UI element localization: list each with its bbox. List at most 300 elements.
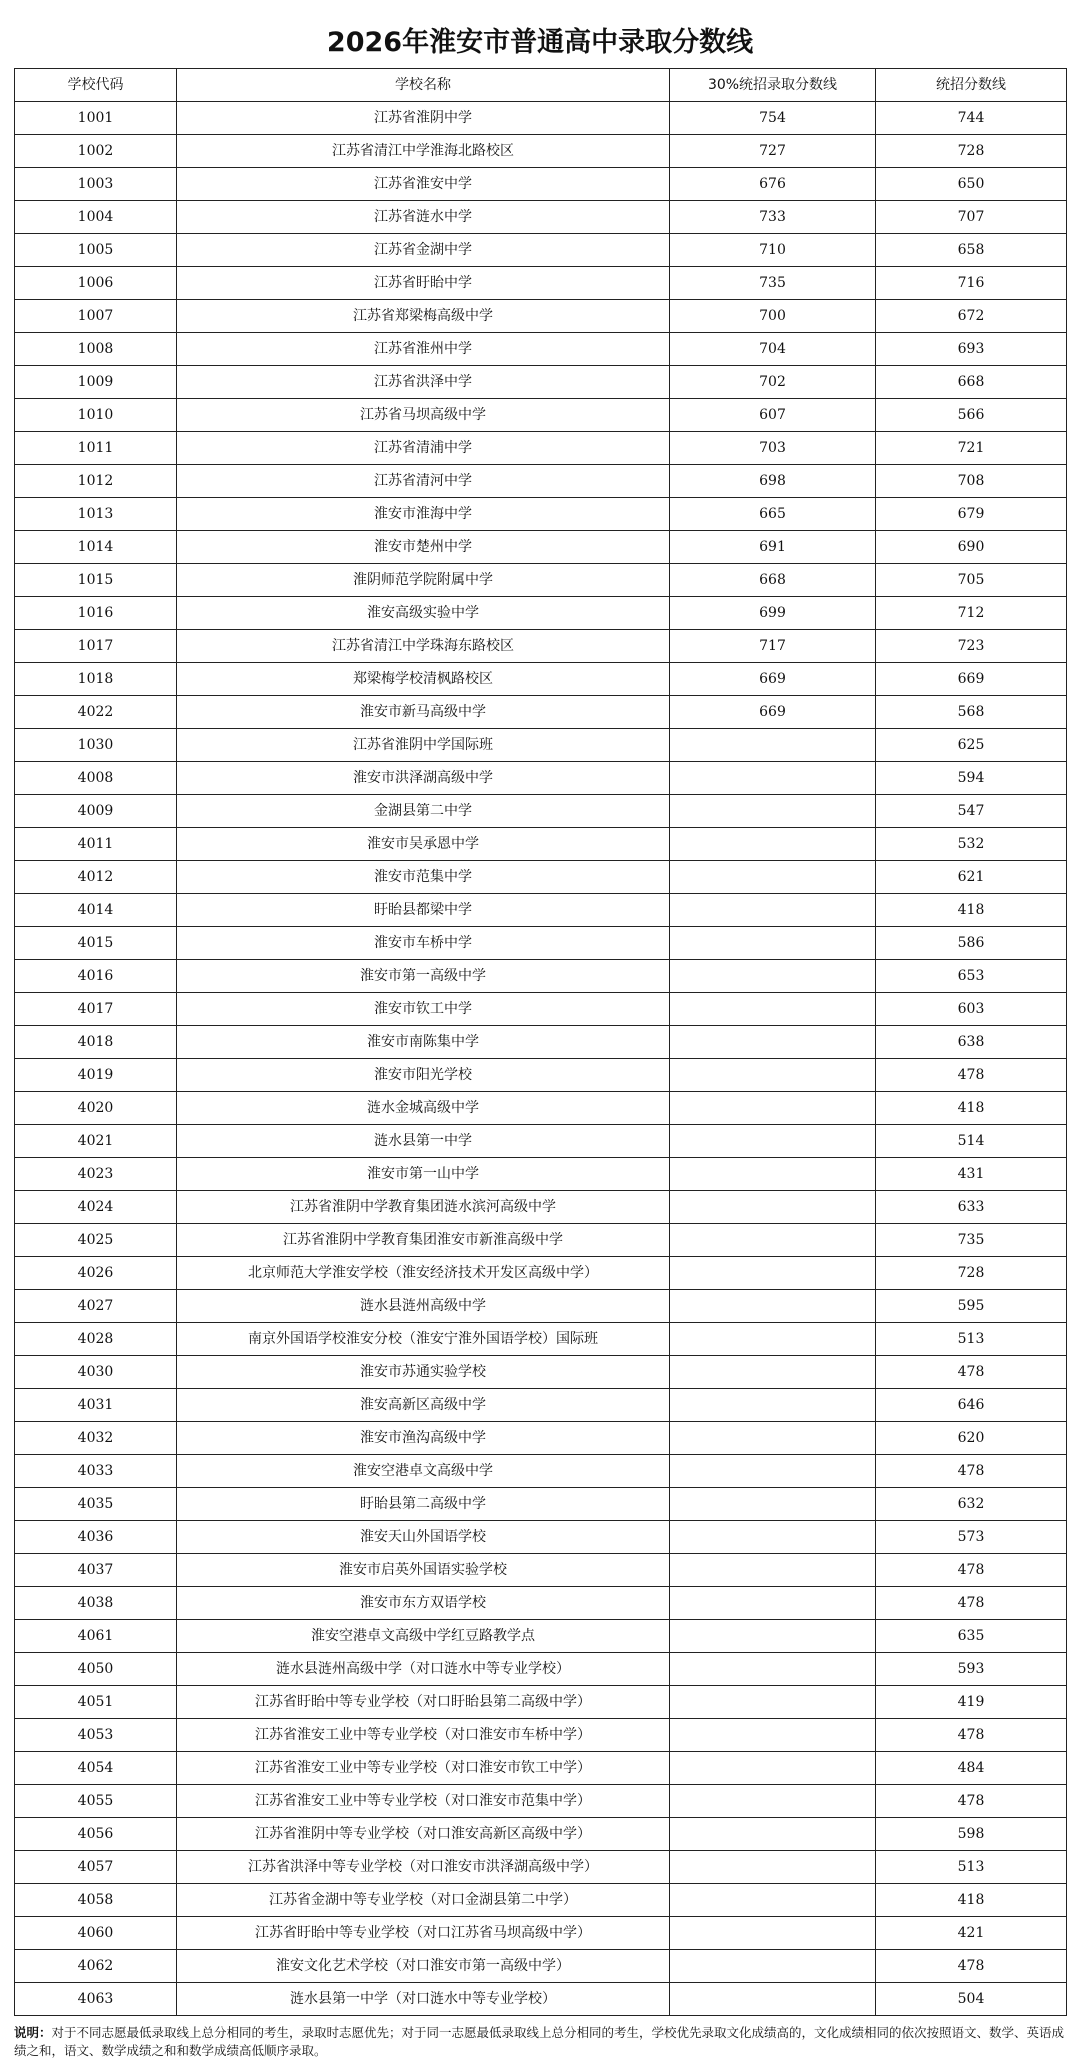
score-30pct-cell: [670, 1719, 876, 1752]
school-name-cell: 淮安文化艺术学校（对口淮安市第一高级中学）: [177, 1950, 670, 1983]
school-code-cell: 1005: [15, 234, 177, 267]
score-table: [14, 68, 1067, 2016]
table-row: [15, 927, 1067, 960]
school-code-cell: 4015: [15, 927, 177, 960]
score-general-cell: 646: [876, 1389, 1067, 1422]
school-code-cell: 4028: [15, 1323, 177, 1356]
table-row: [15, 432, 1067, 465]
school-code-cell: 4014: [15, 894, 177, 927]
table-row: [15, 894, 1067, 927]
school-code-cell: 4050: [15, 1653, 177, 1686]
school-code-cell: 4063: [15, 1983, 177, 2016]
score-general-cell: 721: [876, 432, 1067, 465]
table-row: [15, 168, 1067, 201]
score-general-cell: 653: [876, 960, 1067, 993]
score-general-cell: 693: [876, 333, 1067, 366]
table-row: [15, 1554, 1067, 1587]
score-30pct-cell: [670, 762, 876, 795]
school-code-cell: 1010: [15, 399, 177, 432]
school-name-cell: 江苏省金湖中学: [177, 234, 670, 267]
table-row: [15, 234, 1067, 267]
score-30pct-cell: [670, 1818, 876, 1851]
school-name-cell: 涟水金城高级中学: [177, 1092, 670, 1125]
score-30pct-cell: [670, 1554, 876, 1587]
score-general-cell: 705: [876, 564, 1067, 597]
school-name-cell: 江苏省清河中学: [177, 465, 670, 498]
school-code-cell: 1001: [15, 102, 177, 135]
school-code-cell: 4031: [15, 1389, 177, 1422]
table-row: [15, 1719, 1067, 1752]
score-30pct-cell: [670, 1950, 876, 1983]
score-general-cell: 547: [876, 795, 1067, 828]
score-general-cell: 431: [876, 1158, 1067, 1191]
school-code-cell: 4024: [15, 1191, 177, 1224]
school-code-cell: 1004: [15, 201, 177, 234]
score-30pct-cell: [670, 1521, 876, 1554]
score-30pct-cell: 669: [670, 663, 876, 696]
table-row: [15, 135, 1067, 168]
score-30pct-cell: [670, 1653, 876, 1686]
table-row: [15, 1884, 1067, 1917]
school-name-cell: 江苏省盱眙中等专业学校（对口盱眙县第二高级中学）: [177, 1686, 670, 1719]
school-name-cell: 江苏省涟水中学: [177, 201, 670, 234]
table-row: [15, 696, 1067, 729]
school-code-cell: 1014: [15, 531, 177, 564]
score-general-cell: 603: [876, 993, 1067, 1026]
table-row: [15, 1983, 1067, 2016]
score-30pct-cell: [670, 927, 876, 960]
table-row: [15, 1224, 1067, 1257]
school-name-cell: 淮安市吴承恩中学: [177, 828, 670, 861]
score-30pct-cell: [670, 1059, 876, 1092]
table-row: [15, 564, 1067, 597]
score-30pct-cell: [670, 1752, 876, 1785]
table-row: [15, 1653, 1067, 1686]
table-row: [15, 861, 1067, 894]
table-row: [15, 1752, 1067, 1785]
school-name-cell: 江苏省淮阴中学教育集团涟水滨河高级中学: [177, 1191, 670, 1224]
table-row: [15, 1125, 1067, 1158]
score-general-cell: 650: [876, 168, 1067, 201]
school-code-cell: 1006: [15, 267, 177, 300]
school-name-cell: 江苏省清江中学珠海东路校区: [177, 630, 670, 663]
score-30pct-cell: [670, 1983, 876, 2016]
score-30pct-cell: 698: [670, 465, 876, 498]
score-30pct-cell: 668: [670, 564, 876, 597]
school-name-cell: 江苏省淮阴中等专业学校（对口淮安高新区高级中学）: [177, 1818, 670, 1851]
school-code-cell: 4036: [15, 1521, 177, 1554]
table-row: [15, 1257, 1067, 1290]
score-general-cell: 568: [876, 696, 1067, 729]
school-code-cell: 1018: [15, 663, 177, 696]
table-row: [15, 1488, 1067, 1521]
table-row: [15, 1158, 1067, 1191]
score-general-cell: 735: [876, 1224, 1067, 1257]
school-code-cell: 1030: [15, 729, 177, 762]
score-general-cell: 621: [876, 861, 1067, 894]
school-name-cell: 江苏省清浦中学: [177, 432, 670, 465]
school-name-cell: 淮安市南陈集中学: [177, 1026, 670, 1059]
score-general-cell: 566: [876, 399, 1067, 432]
school-name-cell: 淮安市楚州中学: [177, 531, 670, 564]
school-name-cell: 江苏省盱眙中等专业学校（对口江苏省马坝高级中学）: [177, 1917, 670, 1950]
table-row: [15, 1785, 1067, 1818]
table-row: [15, 1818, 1067, 1851]
score-30pct-cell: [670, 1125, 876, 1158]
score-general-cell: 633: [876, 1191, 1067, 1224]
table-row: [15, 1950, 1067, 1983]
school-code-cell: 4033: [15, 1455, 177, 1488]
school-code-cell: 4061: [15, 1620, 177, 1653]
school-code-cell: 1011: [15, 432, 177, 465]
school-name-cell: 淮安空港卓文高级中学红豆路教学点: [177, 1620, 670, 1653]
school-name-cell: 淮安市启英外国语实验学校: [177, 1554, 670, 1587]
school-code-cell: 4056: [15, 1818, 177, 1851]
school-name-cell: 江苏省淮州中学: [177, 333, 670, 366]
score-general-cell: 707: [876, 201, 1067, 234]
school-code-cell: 4030: [15, 1356, 177, 1389]
header-general-score: 统招分数线: [876, 69, 1067, 102]
school-code-cell: 4060: [15, 1917, 177, 1950]
school-name-cell: 淮安市第一山中学: [177, 1158, 670, 1191]
score-30pct-cell: [670, 729, 876, 762]
table-body: [15, 102, 1067, 2016]
school-name-cell: 涟水县第一中学: [177, 1125, 670, 1158]
school-name-cell: 郑梁梅学校清枫路校区: [177, 663, 670, 696]
score-general-cell: 504: [876, 1983, 1067, 2016]
school-code-cell: 4054: [15, 1752, 177, 1785]
school-name-cell: 淮安市钦工中学: [177, 993, 670, 1026]
school-code-cell: 4062: [15, 1950, 177, 1983]
table-row: [15, 597, 1067, 630]
school-code-cell: 4022: [15, 696, 177, 729]
school-name-cell: 江苏省洪泽中学: [177, 366, 670, 399]
score-general-cell: 478: [876, 1554, 1067, 1587]
score-30pct-cell: [670, 1686, 876, 1719]
score-30pct-cell: [670, 1290, 876, 1323]
table-row: [15, 531, 1067, 564]
school-code-cell: 4008: [15, 762, 177, 795]
score-general-cell: 478: [876, 1455, 1067, 1488]
table-row: [15, 399, 1067, 432]
score-general-cell: 632: [876, 1488, 1067, 1521]
table-row: [15, 1422, 1067, 1455]
score-general-cell: 514: [876, 1125, 1067, 1158]
score-general-cell: 419: [876, 1686, 1067, 1719]
table-row: [15, 333, 1067, 366]
school-name-cell: 北京师范大学淮安学校（淮安经济技术开发区高级中学）: [177, 1257, 670, 1290]
school-code-cell: 4012: [15, 861, 177, 894]
school-name-cell: 淮安市范集中学: [177, 861, 670, 894]
table-row: [15, 1455, 1067, 1488]
table-row: [15, 960, 1067, 993]
school-code-cell: 4058: [15, 1884, 177, 1917]
score-30pct-cell: 703: [670, 432, 876, 465]
score-30pct-cell: 717: [670, 630, 876, 663]
table-row: [15, 1917, 1067, 1950]
school-name-cell: 涟水县涟州高级中学: [177, 1290, 670, 1323]
school-code-cell: 4021: [15, 1125, 177, 1158]
table-row: [15, 201, 1067, 234]
score-general-cell: 478: [876, 1950, 1067, 1983]
school-name-cell: 江苏省马坝高级中学: [177, 399, 670, 432]
school-name-cell: 江苏省淮阴中学: [177, 102, 670, 135]
school-code-cell: 4026: [15, 1257, 177, 1290]
school-name-cell: 淮安市苏通实验学校: [177, 1356, 670, 1389]
score-general-cell: 573: [876, 1521, 1067, 1554]
table-row: [15, 795, 1067, 828]
school-code-cell: 4035: [15, 1488, 177, 1521]
school-name-cell: 淮安高级实验中学: [177, 597, 670, 630]
school-name-cell: 涟水县第一中学（对口涟水中等专业学校）: [177, 1983, 670, 2016]
score-30pct-cell: [670, 1323, 876, 1356]
score-30pct-cell: [670, 1422, 876, 1455]
score-30pct-cell: [670, 1389, 876, 1422]
school-code-cell: 4038: [15, 1587, 177, 1620]
score-30pct-cell: [670, 960, 876, 993]
table-row: [15, 993, 1067, 1026]
school-name-cell: 江苏省淮阴中学教育集团淮安市新淮高级中学: [177, 1224, 670, 1257]
score-general-cell: 712: [876, 597, 1067, 630]
score-30pct-cell: [670, 1257, 876, 1290]
table-row: [15, 1059, 1067, 1092]
school-name-cell: 江苏省郑梁梅高级中学: [177, 300, 670, 333]
table-row: [15, 1686, 1067, 1719]
score-30pct-cell: [670, 993, 876, 1026]
score-30pct-cell: [670, 1455, 876, 1488]
table-row: [15, 630, 1067, 663]
table-row: [15, 1290, 1067, 1323]
table-row: [15, 762, 1067, 795]
table-row: [15, 1851, 1067, 1884]
table-row: [15, 663, 1067, 696]
school-name-cell: 淮安市东方双语学校: [177, 1587, 670, 1620]
score-30pct-cell: 676: [670, 168, 876, 201]
score-general-cell: 595: [876, 1290, 1067, 1323]
score-general-cell: 690: [876, 531, 1067, 564]
table-row: [15, 1620, 1067, 1653]
school-name-cell: 淮安市淮海中学: [177, 498, 670, 531]
score-30pct-cell: 710: [670, 234, 876, 267]
score-30pct-cell: 754: [670, 102, 876, 135]
school-code-cell: 4025: [15, 1224, 177, 1257]
school-name-cell: 金湖县第二中学: [177, 795, 670, 828]
header-30pct-score: 30%统招录取分数线: [670, 69, 876, 102]
score-30pct-cell: 700: [670, 300, 876, 333]
table-row: [15, 267, 1067, 300]
school-name-cell: 涟水县涟州高级中学（对口涟水中等专业学校）: [177, 1653, 670, 1686]
score-general-cell: 638: [876, 1026, 1067, 1059]
score-general-cell: 658: [876, 234, 1067, 267]
school-name-cell: 淮安市渔沟高级中学: [177, 1422, 670, 1455]
school-code-cell: 1008: [15, 333, 177, 366]
score-general-cell: 478: [876, 1785, 1067, 1818]
footnote-label: 说明：: [14, 2025, 52, 2040]
header-school-name: 学校名称: [177, 69, 670, 102]
score-30pct-cell: 704: [670, 333, 876, 366]
score-30pct-cell: 607: [670, 399, 876, 432]
school-code-cell: 1013: [15, 498, 177, 531]
score-30pct-cell: 691: [670, 531, 876, 564]
school-code-cell: 4057: [15, 1851, 177, 1884]
table-row: [15, 1191, 1067, 1224]
table-row: [15, 102, 1067, 135]
table-row: [15, 465, 1067, 498]
school-code-cell: 4019: [15, 1059, 177, 1092]
score-30pct-cell: 702: [670, 366, 876, 399]
school-name-cell: 江苏省淮阴中学国际班: [177, 729, 670, 762]
table-row: [15, 1356, 1067, 1389]
score-general-cell: 513: [876, 1323, 1067, 1356]
score-general-cell: 532: [876, 828, 1067, 861]
school-code-cell: 1007: [15, 300, 177, 333]
school-name-cell: 淮安天山外国语学校: [177, 1521, 670, 1554]
score-30pct-cell: 665: [670, 498, 876, 531]
school-name-cell: 淮安市车桥中学: [177, 927, 670, 960]
score-30pct-cell: [670, 1092, 876, 1125]
table-row: [15, 1092, 1067, 1125]
score-general-cell: 744: [876, 102, 1067, 135]
score-general-cell: 620: [876, 1422, 1067, 1455]
school-name-cell: 淮安空港卓文高级中学: [177, 1455, 670, 1488]
score-general-cell: 708: [876, 465, 1067, 498]
school-name-cell: 淮阴师范学院附属中学: [177, 564, 670, 597]
score-general-cell: 478: [876, 1587, 1067, 1620]
score-30pct-cell: [670, 1917, 876, 1950]
school-code-cell: 4018: [15, 1026, 177, 1059]
school-code-cell: 1016: [15, 597, 177, 630]
school-name-cell: 江苏省洪泽中等专业学校（对口淮安市洪泽湖高级中学）: [177, 1851, 670, 1884]
score-general-cell: 716: [876, 267, 1067, 300]
school-name-cell: 南京外国语学校淮安分校（淮安宁淮外国语学校）国际班: [177, 1323, 670, 1356]
score-general-cell: 728: [876, 135, 1067, 168]
score-general-cell: 625: [876, 729, 1067, 762]
score-30pct-cell: [670, 1026, 876, 1059]
table-row: [15, 498, 1067, 531]
score-30pct-cell: 733: [670, 201, 876, 234]
score-general-cell: 478: [876, 1356, 1067, 1389]
score-general-cell: 593: [876, 1653, 1067, 1686]
footnote: [14, 2024, 1066, 2060]
school-code-cell: 4009: [15, 795, 177, 828]
school-name-cell: 盱眙县第二高级中学: [177, 1488, 670, 1521]
score-general-cell: 478: [876, 1719, 1067, 1752]
score-30pct-cell: [670, 1224, 876, 1257]
table-row: [15, 729, 1067, 762]
score-general-cell: 635: [876, 1620, 1067, 1653]
school-code-cell: 1009: [15, 366, 177, 399]
score-general-cell: 421: [876, 1917, 1067, 1950]
score-general-cell: 668: [876, 366, 1067, 399]
school-code-cell: 1017: [15, 630, 177, 663]
school-code-cell: 1015: [15, 564, 177, 597]
score-30pct-cell: [670, 828, 876, 861]
score-general-cell: 484: [876, 1752, 1067, 1785]
school-code-cell: 4023: [15, 1158, 177, 1191]
table-row: [15, 300, 1067, 333]
score-30pct-cell: [670, 1851, 876, 1884]
score-30pct-cell: [670, 1191, 876, 1224]
score-30pct-cell: 727: [670, 135, 876, 168]
score-30pct-cell: [670, 1158, 876, 1191]
table-header-row: [15, 69, 1067, 102]
score-30pct-cell: 699: [670, 597, 876, 630]
school-name-cell: 淮安市新马高级中学: [177, 696, 670, 729]
table-row: [15, 1389, 1067, 1422]
score-general-cell: 586: [876, 927, 1067, 960]
school-name-cell: 淮安高新区高级中学: [177, 1389, 670, 1422]
school-code-cell: 4017: [15, 993, 177, 1026]
score-30pct-cell: [670, 1884, 876, 1917]
school-name-cell: 淮安市阳光学校: [177, 1059, 670, 1092]
school-name-cell: 江苏省淮安工业中等专业学校（对口淮安市钦工中学）: [177, 1752, 670, 1785]
page-title: 2026年淮安市普通高中录取分数线: [326, 27, 754, 58]
score-general-cell: 418: [876, 1092, 1067, 1125]
school-code-cell: 4027: [15, 1290, 177, 1323]
score-general-cell: 679: [876, 498, 1067, 531]
score-general-cell: 672: [876, 300, 1067, 333]
table-row: [15, 1521, 1067, 1554]
score-30pct-cell: [670, 1785, 876, 1818]
school-code-cell: 4011: [15, 828, 177, 861]
school-name-cell: 江苏省清江中学淮海北路校区: [177, 135, 670, 168]
footnote-text: 对于不同志愿最低录取线上总分相同的考生，录取时志愿优先；对于同一志愿最低录取线上总分相同的考生，学校优先录取文化成绩高的，文化成绩相同的依次按照语文、数学、英语成绩之和，语文、数学成绩之和和数学成绩高低顺序录取。: [14, 2025, 1065, 2058]
score-30pct-cell: [670, 1620, 876, 1653]
score-general-cell: 594: [876, 762, 1067, 795]
score-30pct-cell: [670, 861, 876, 894]
table-row: [15, 1026, 1067, 1059]
score-general-cell: 723: [876, 630, 1067, 663]
header-school-code: 学校代码: [15, 69, 177, 102]
school-name-cell: 江苏省淮安中学: [177, 168, 670, 201]
score-30pct-cell: 669: [670, 696, 876, 729]
school-code-cell: 1012: [15, 465, 177, 498]
school-code-cell: 4055: [15, 1785, 177, 1818]
score-general-cell: 478: [876, 1059, 1067, 1092]
school-code-cell: 4037: [15, 1554, 177, 1587]
table-row: [15, 828, 1067, 861]
score-general-cell: 418: [876, 894, 1067, 927]
score-general-cell: 598: [876, 1818, 1067, 1851]
table-row: [15, 366, 1067, 399]
school-code-cell: 1003: [15, 168, 177, 201]
school-code-cell: 4020: [15, 1092, 177, 1125]
school-code-cell: 4032: [15, 1422, 177, 1455]
table-row: [15, 1323, 1067, 1356]
school-name-cell: 江苏省淮安工业中等专业学校（对口淮安市范集中学）: [177, 1785, 670, 1818]
school-code-cell: 1002: [15, 135, 177, 168]
score-30pct-cell: 735: [670, 267, 876, 300]
school-code-cell: 4016: [15, 960, 177, 993]
school-code-cell: 4053: [15, 1719, 177, 1752]
school-name-cell: 江苏省金湖中等专业学校（对口金湖县第二中学）: [177, 1884, 670, 1917]
school-name-cell: 盱眙县都梁中学: [177, 894, 670, 927]
school-name-cell: 淮安市洪泽湖高级中学: [177, 762, 670, 795]
school-code-cell: 4051: [15, 1686, 177, 1719]
score-30pct-cell: [670, 795, 876, 828]
score-30pct-cell: [670, 1356, 876, 1389]
score-30pct-cell: [670, 1587, 876, 1620]
score-30pct-cell: [670, 894, 876, 927]
school-name-cell: 江苏省盱眙中学: [177, 267, 670, 300]
score-30pct-cell: [670, 1488, 876, 1521]
school-name-cell: 江苏省淮安工业中等专业学校（对口淮安市车桥中学）: [177, 1719, 670, 1752]
score-general-cell: 669: [876, 663, 1067, 696]
score-general-cell: 513: [876, 1851, 1067, 1884]
school-name-cell: 淮安市第一高级中学: [177, 960, 670, 993]
score-general-cell: 728: [876, 1257, 1067, 1290]
score-general-cell: 418: [876, 1884, 1067, 1917]
